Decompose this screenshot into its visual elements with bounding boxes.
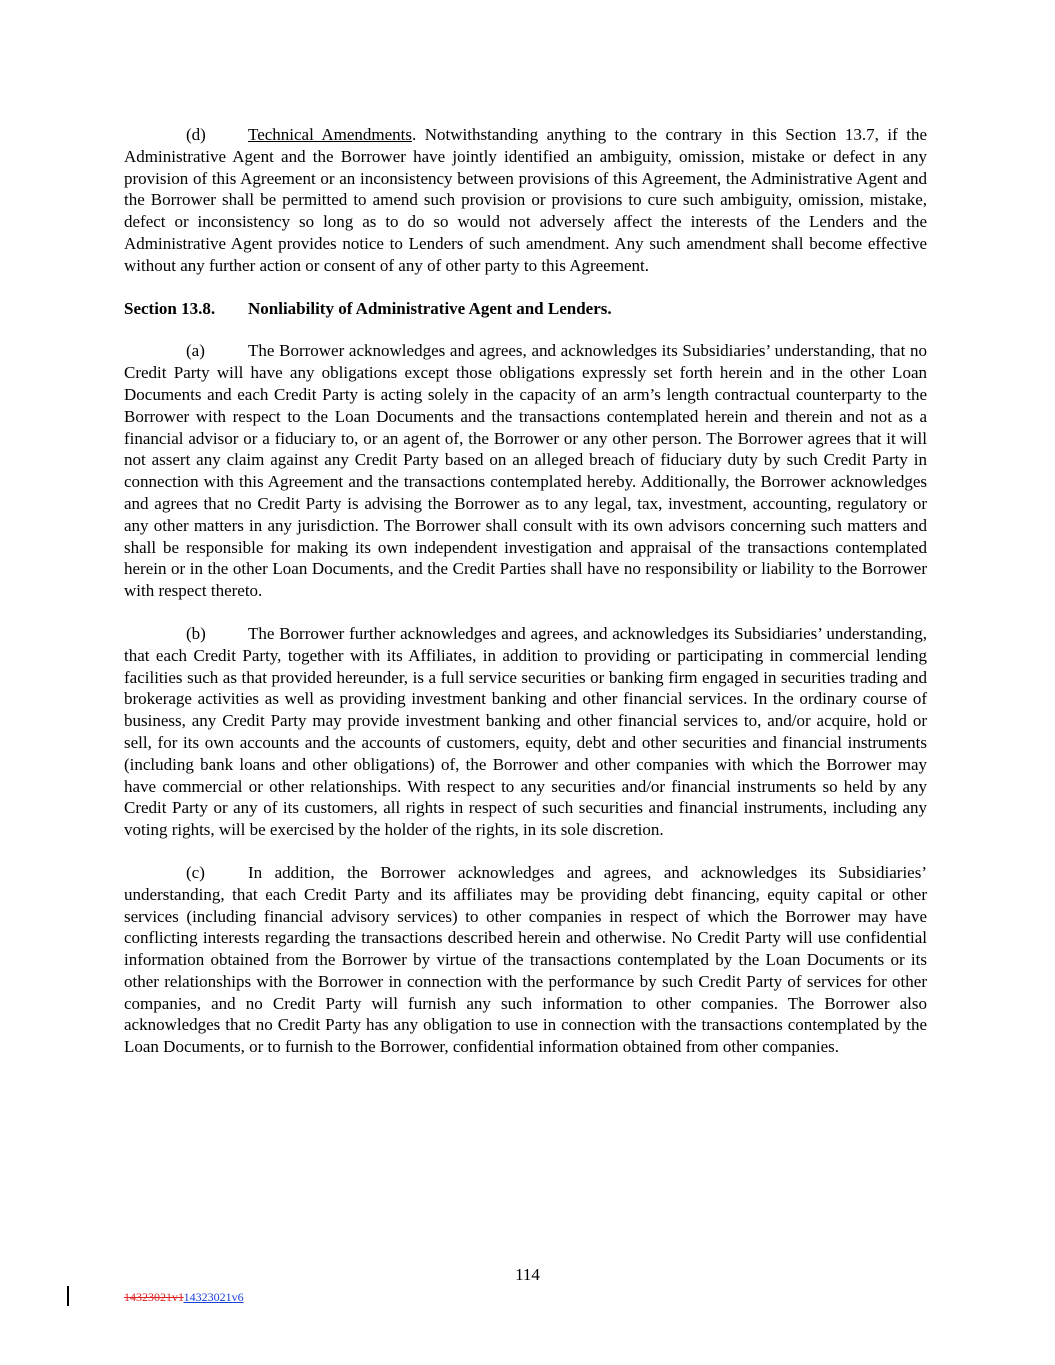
revision-change-bar xyxy=(67,1286,69,1306)
document-id-deleted: 14323021v1 xyxy=(124,1290,184,1304)
document-body xyxy=(124,124,927,1079)
paragraph-b-label: (b) xyxy=(186,623,206,643)
paragraph-d-label: (d) xyxy=(186,125,206,144)
paragraph-a-text: The Borrower acknowledges and agrees, and acknowledges its Subsidiaries’ understanding, that no Credit Party will have any obligations except those obligations expressly set forth herein and in the other Loan Documents and each Credit Party is acting solely in the capacity of an arm’s length contractual counterparty to the Borrower with respect to the Loan Documents and the transactions contemplated herein and therein and not as a financial advisor or a fiduciary to, or an agent of, the Borrower or any other person. The Borrower agrees that it will not assert any claim against any Credit Party based on an alleged breach of fiduciary duty by such Credit Party in connection with this Agreement and the transactions contemplated hereby. Additionally, the Borrower acknowledges and agrees that no Credit Party is advising the Borrower as to any legal, tax, investment, accounting, regulatory or any other matters in any jurisdiction. The Borrower shall consult with its own advisors concerning such matters and shall be responsible for making its own independent investigation and appraisal of the transactions contemplated herein or in the other Loan Documents, and the Credit Parties shall have no responsibility or liability to the Borrower with respect thereto. xyxy=(124,341,927,601)
paragraph-a xyxy=(124,340,927,602)
paragraph-b xyxy=(124,623,927,841)
paragraph-c xyxy=(124,862,927,1058)
section-heading xyxy=(124,298,927,320)
page-number: 114 xyxy=(515,1265,540,1284)
section-number: Section 13.8. xyxy=(124,298,216,318)
document-id xyxy=(124,1290,244,1305)
document-id-inserted: 14323021v6 xyxy=(183,1290,244,1304)
section-title: Nonliability of Administrative Agent and Lenders. xyxy=(248,298,612,318)
paragraph-c-label: (c) xyxy=(186,862,205,882)
paragraph-a-label: (a) xyxy=(186,341,205,361)
paragraph-d xyxy=(124,124,927,277)
paragraph-b-text: The Borrower further acknowledges and agrees, and acknowledges its Subsidiaries’ understanding, that each Credit Party, together with its Affiliates, in addition to providing or participating in commercial lending facilities such as that provided hereunder, is a full service securities or banking firm engaged in securities trading and brokerage activities as well as providing investment banking and other financial services. In the ordinary course of business, any Credit Party may provide investment banking and other financial services to, and/or acquire, hold or sell, for its own accounts and the accounts of customers, equity, debt and other securities and financial instruments (including bank loans and other obligations) of, the Borrower and other companies with which the Borrower may have commercial or other relationships. With respect to any securities and/or financial instruments so held by any Credit Party or any of its customers, all rights in respect of such securities and financial instruments, including any voting rights, will be exercised by the holder of the rights, in its sole discretion. xyxy=(124,623,927,840)
paragraph-d-title: Technical Amendments xyxy=(248,125,413,144)
paragraph-d-text: . Notwithstanding anything to the contrary in this Section 13.7, if the Administrative Agent and the Borrower have jointly identified an ambiguity, omission, mistake or defect in any provision of this Agreement or an inconsistency between provisions of this Agreement, the Administrative Agent and the Borrower shall be permitted to amend such provision or provisions to cure such ambiguity, omission, mistake, defect or inconsistency so long as to do so would not adversely affect the interests of the Lenders and the Administrative Agent provides notice to Lenders of such amendment. Any such amendment shall become effective without any further action or consent of any of other party to this Agreement. xyxy=(124,125,927,275)
paragraph-c-text: In addition, the Borrower acknowledges and agrees, and acknowledges its Subsidiaries’ understanding, that each Credit Party and its affiliates may be providing debt financing, equity capital or other services (including financial advisory services) to other companies in respect of which the Borrower may have conflicting interests regarding the transactions described herein and otherwise. No Credit Party will use confidential information obtained from the Borrower by virtue of the transactions contemplated by the Loan Documents or its other relationships with the Borrower in connection with the performance by such Credit Party of services for other companies, and no Credit Party will furnish any such information to other companies. The Borrower also acknowledges that no Credit Party has any obligation to use in connection with the transactions contemplated by the Loan Documents, or to furnish to the Borrower, confidential information obtained from other companies. xyxy=(124,862,927,1057)
